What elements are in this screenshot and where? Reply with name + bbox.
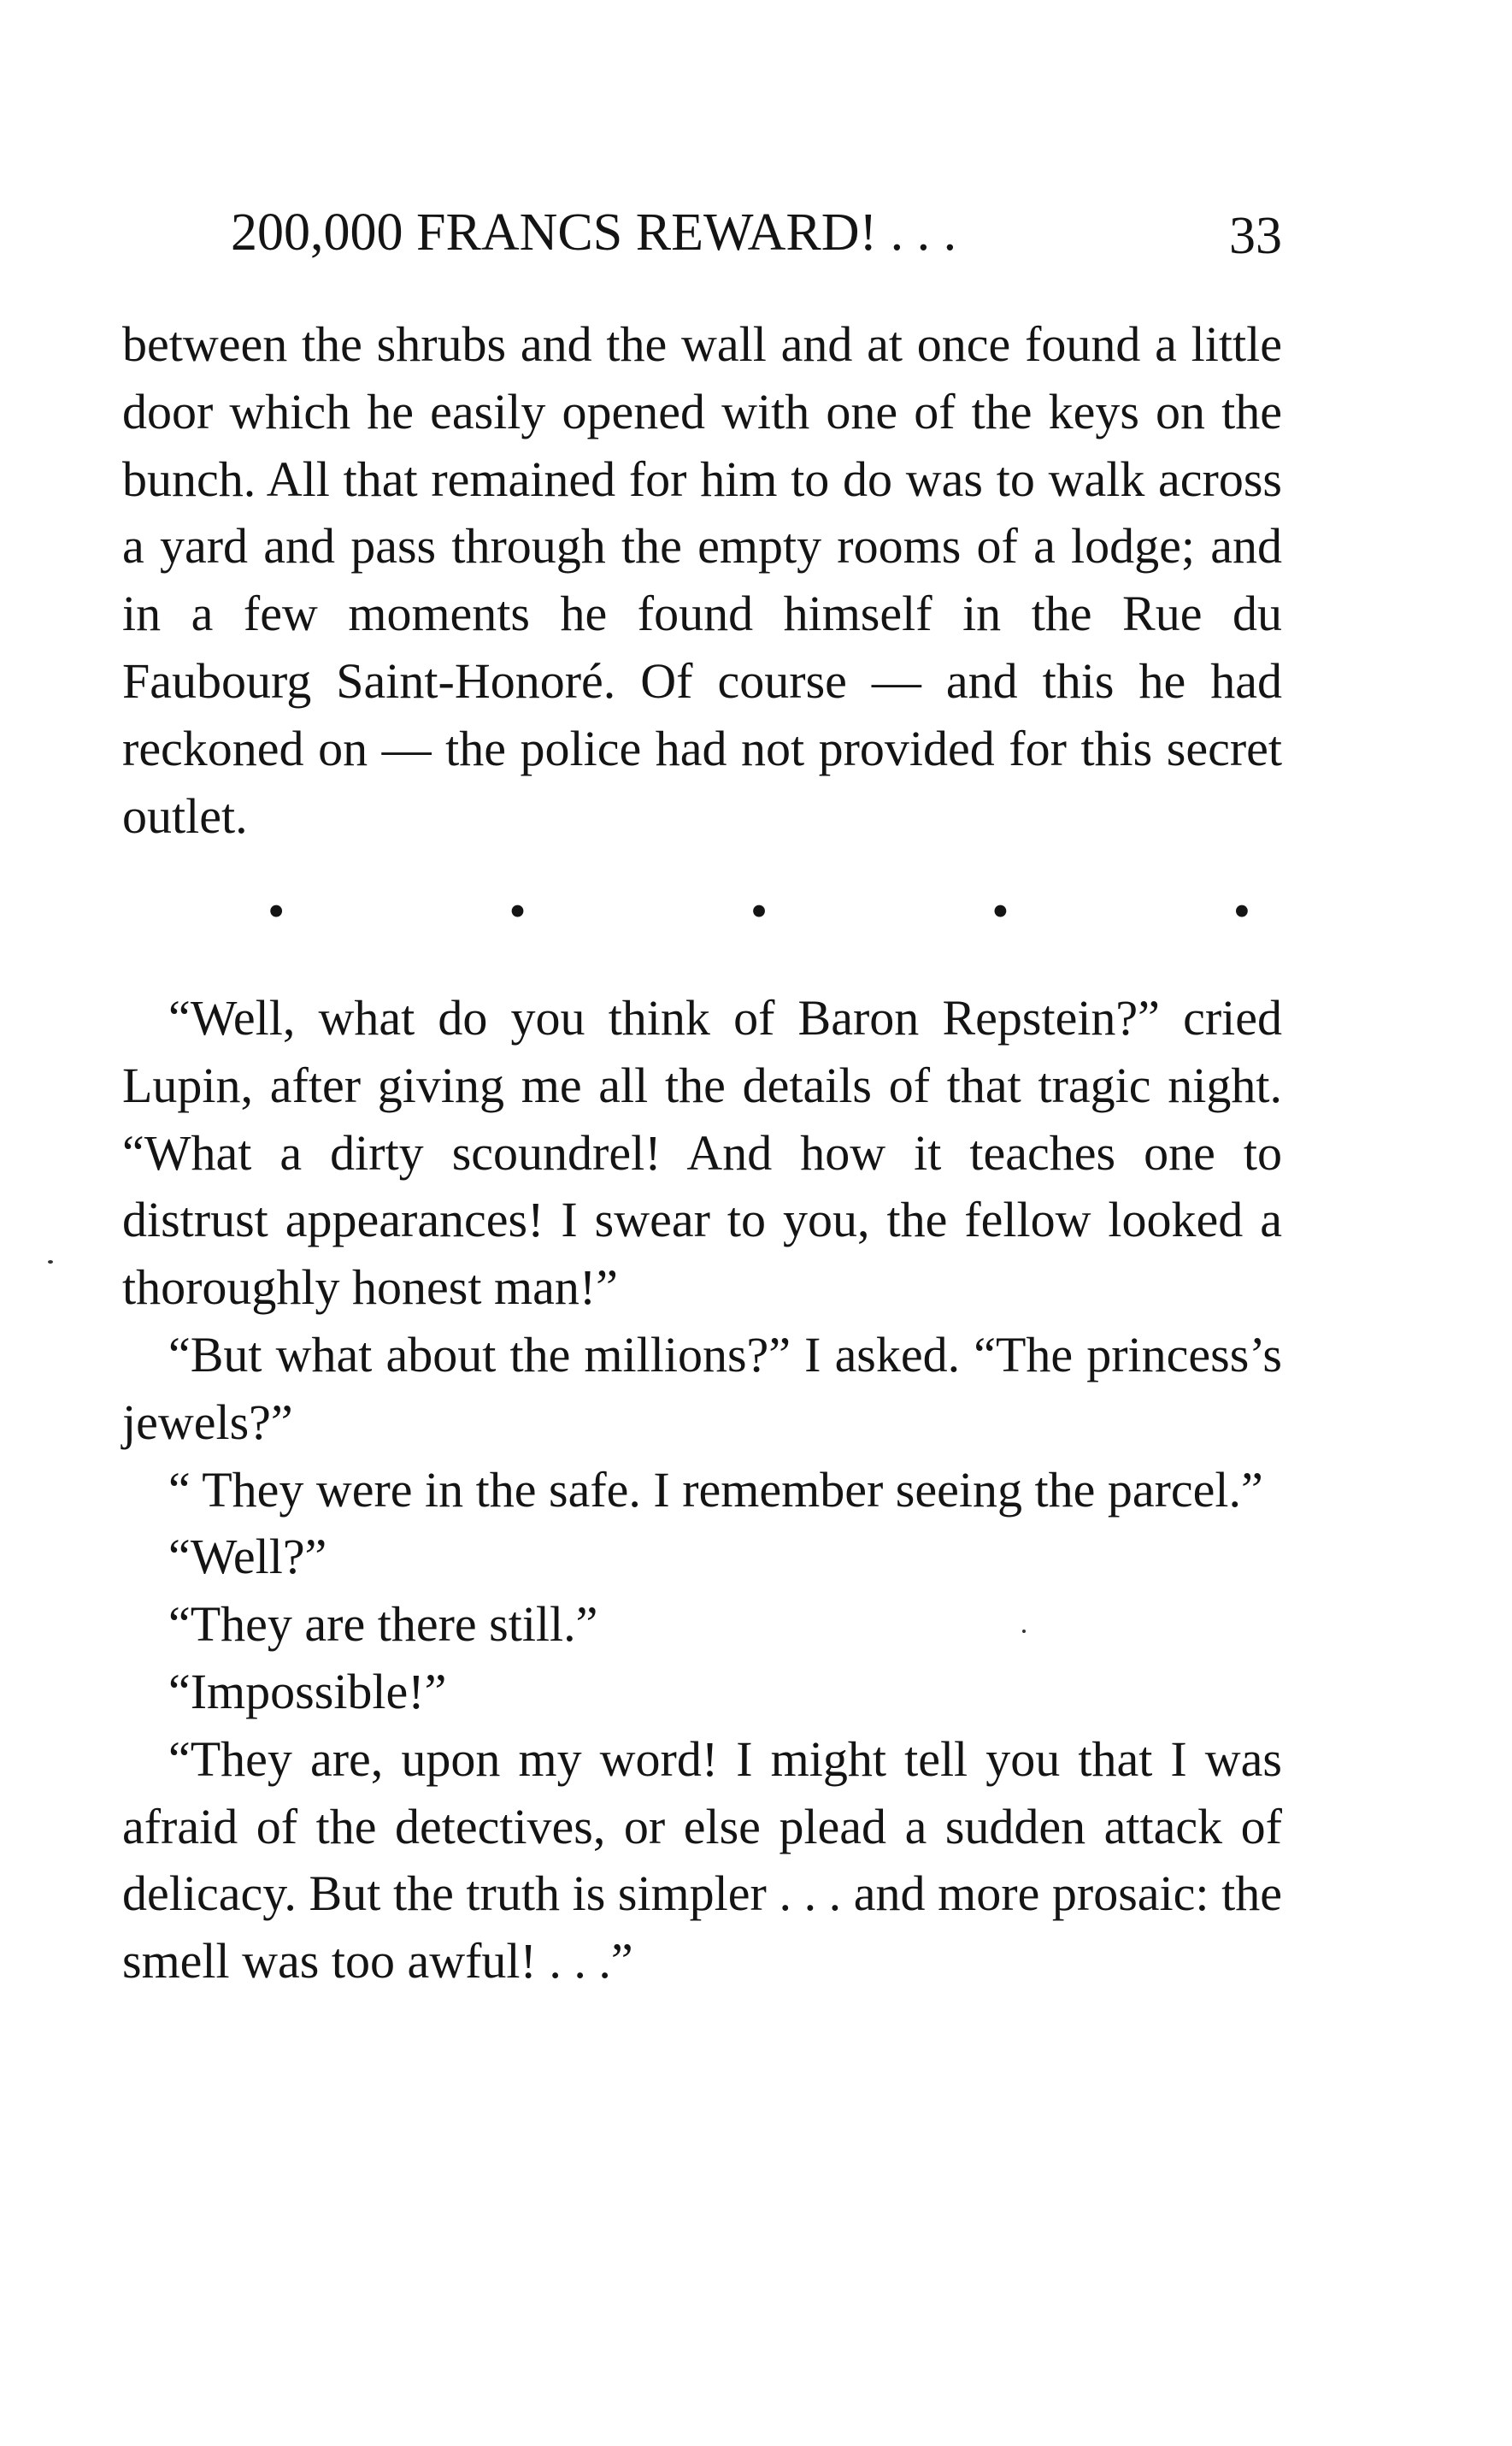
paragraph-well: “Well?” bbox=[168, 1529, 327, 1585]
running-head-title: 200,000 FRANCS REWARD! . . . bbox=[231, 203, 957, 262]
page-number: 33 bbox=[1229, 207, 1282, 265]
running-head bbox=[231, 198, 1282, 267]
paragraph-baron-repstein: “Well, what do you think of Baron Repstein?” cried Lupin, after giving me all the details of that tragic night. “What a dirty scoundrel! And how it teaches one to distrust appearances! I swear to you, the fellow looked a thoroughly honest man!” bbox=[122, 989, 1282, 1316]
paragraph-continued: between the shrubs and the wall and at once found a little door which he easily opened with one of the keys on the bunch. All that remained for him to do was to walk across a yard and pass through the empty rooms of a lodge; and in a few moments he found himself in the Rue du Faubourg Saint-Honoré. Of course — and this he had reckoned on — the police had not provided for this secret outlet. bbox=[122, 316, 1282, 844]
section-break bbox=[122, 850, 1282, 985]
paragraph-impossible: “Impossible!” bbox=[168, 1663, 447, 1719]
body-text bbox=[122, 311, 1282, 1995]
paragraph-upon-my-word: “They are, upon my word! I might tell you that I was afraid of the detectives, or else plead a sudden attack of delicacy. But the truth is simpler . . . and more prosaic: the smell was too awful! . . .” bbox=[122, 1730, 1282, 1989]
paragraph-millions: “But what about the millions?” I asked. “The princess’s jewels?” bbox=[122, 1326, 1282, 1450]
scan-speck bbox=[48, 1260, 53, 1264]
section-break-dots: • • • • • bbox=[268, 883, 1250, 940]
scan-speck bbox=[1022, 1630, 1026, 1633]
paragraph-still: “They are there still.” bbox=[168, 1596, 598, 1653]
paragraph-safe: “ They were in the safe. I remember seeing the parcel.” bbox=[168, 1461, 1263, 1518]
